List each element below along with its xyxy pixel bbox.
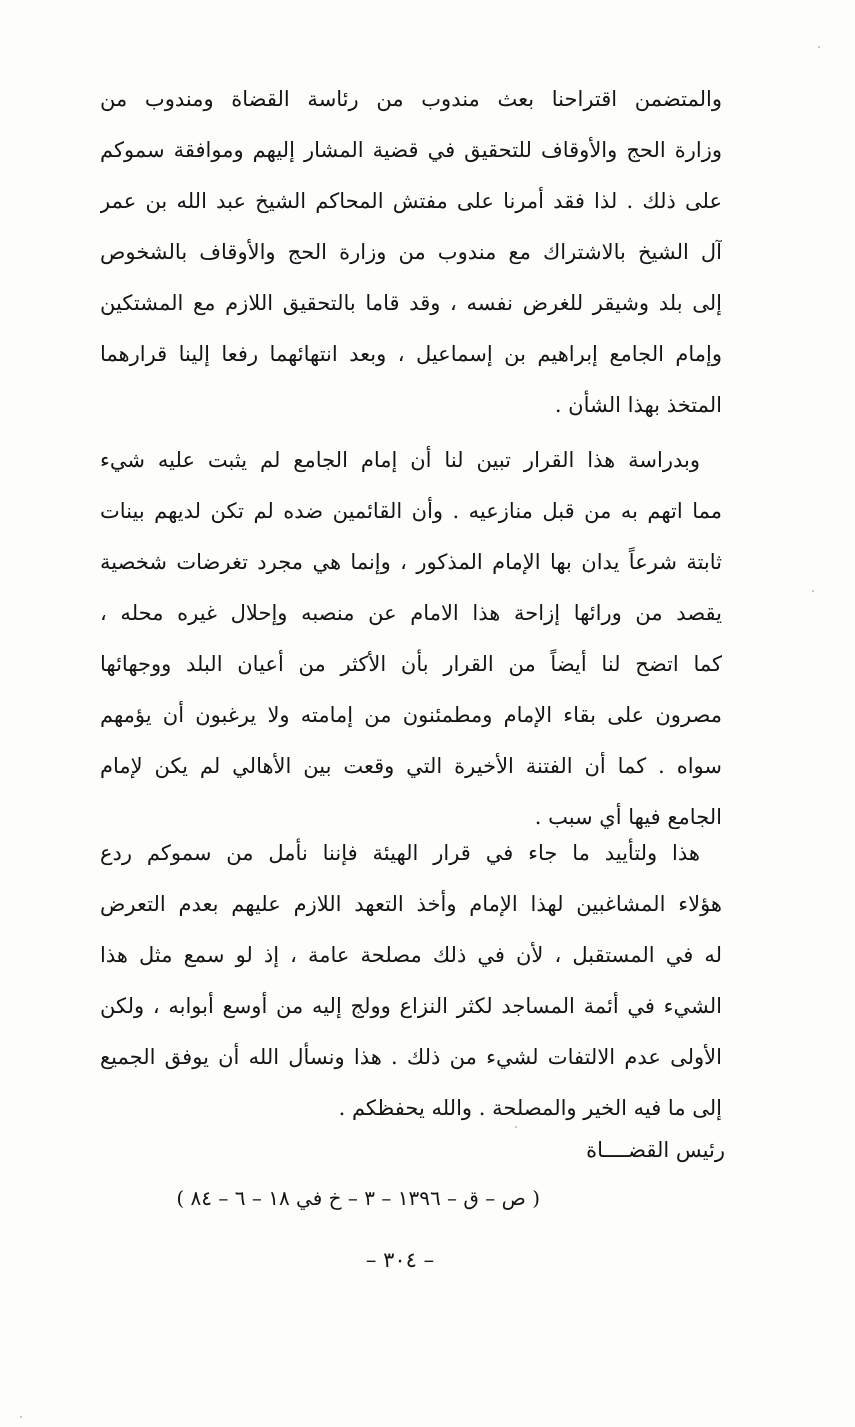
- text-line: مما اتهم به من قبل منازعيه . وأن القائمين ضده لم تكن لديهم بينات: [100, 499, 722, 523]
- text-line: هؤلاء المشاغبين لهذا الإمام وأخذ التعهد اللازم عليهم بعدم التعرض: [100, 892, 722, 916]
- text-line: هذا ولتأييد ما جاء في قرار الهيئة فإننا نأمل من سموكم ردع: [100, 841, 700, 865]
- text-line: الأولى عدم الالتفات لشيء من ذلك . هذا ونسأل الله أن يوفق الجميع: [100, 1045, 722, 1069]
- text-line: إلى بلد وشيقر للغرض نفسه ، وقد قاما بالتحقيق اللازم مع المشتكين: [100, 291, 722, 315]
- text-line: له في المستقبل ، لأن في ذلك مصلحة عامة ، إذ لو سمع مثل هذا: [100, 943, 722, 967]
- paragraph-2: [100, 435, 722, 843]
- text-line: مصرون على بقاء الإمام ومطمئنون من إمامته ولا يرغبون أن يؤمهم: [100, 703, 722, 727]
- text-line: الشيء في أئمة المساجد لكثر النزاع وولج إليه من أوسع أبوابه ، ولكن: [100, 994, 722, 1018]
- text-line: ثابتة شرعاً يدان بها الإمام المذكور ، وإنما هي مجرد تغرضات شخصية: [100, 550, 722, 574]
- text-line: وزارة الحج والأوقاف للتحقيق في قضية المشار إليهم وموافقة سموكم: [100, 138, 722, 162]
- text-line: والمتضمن اقتراحنا بعث مندوب من رئاسة القضاة ومندوب من: [100, 87, 722, 111]
- text-line: آل الشيخ بالاشتراك مع مندوب من وزارة الحج والأوقاف بالشخوص: [100, 240, 722, 264]
- signature-title: رئيس القضــــاة: [586, 1138, 725, 1162]
- text-line: سواه . كما أن الفتنة الأخيرة التي وقعت بين الأهالي لم يكن لإمام: [100, 754, 722, 778]
- text-line: وإمام الجامع إبراهيم بن إسماعيل ، وبعد انتهائهما رفعا إلينا قرارهما: [100, 342, 722, 366]
- paper-speck: [812, 590, 814, 592]
- paragraph-3: [100, 828, 722, 1134]
- paper-speck: [20, 1416, 22, 1418]
- text-line: الجامع فيها أي سبب .: [534, 805, 722, 829]
- document-reference: ( ص – ق – ١٣٩٦ – ٣ – خ في ١٨ – ٦ – ٨٤ ): [176, 1186, 540, 1210]
- paper-speck: [818, 46, 820, 48]
- page-number: – ٣٠٤ –: [365, 1248, 435, 1272]
- text-line: يقصد من ورائها إزاحة هذا الامام عن منصبه وإحلال غيره محله ،: [100, 601, 722, 625]
- text-line: وبدراسة هذا القرار تبين لنا أن إمام الجامع لم يثبت عليه شيء: [100, 448, 700, 472]
- text-line: كما اتضح لنا أيضاً من القرار بأن الأكثر من أعيان البلد ووجهائها: [100, 652, 722, 676]
- paper-speck: [515, 1126, 517, 1128]
- text-line: المتخذ بهذا الشأن .: [554, 393, 722, 417]
- text-line: إلى ما فيه الخير والمصلحة . والله يحفظكم .: [338, 1096, 722, 1120]
- text-line: على ذلك . لذا فقد أمرنا على مفتش المحاكم الشيخ عبد الله بن عمر: [100, 189, 722, 213]
- paragraph-1: [100, 74, 722, 431]
